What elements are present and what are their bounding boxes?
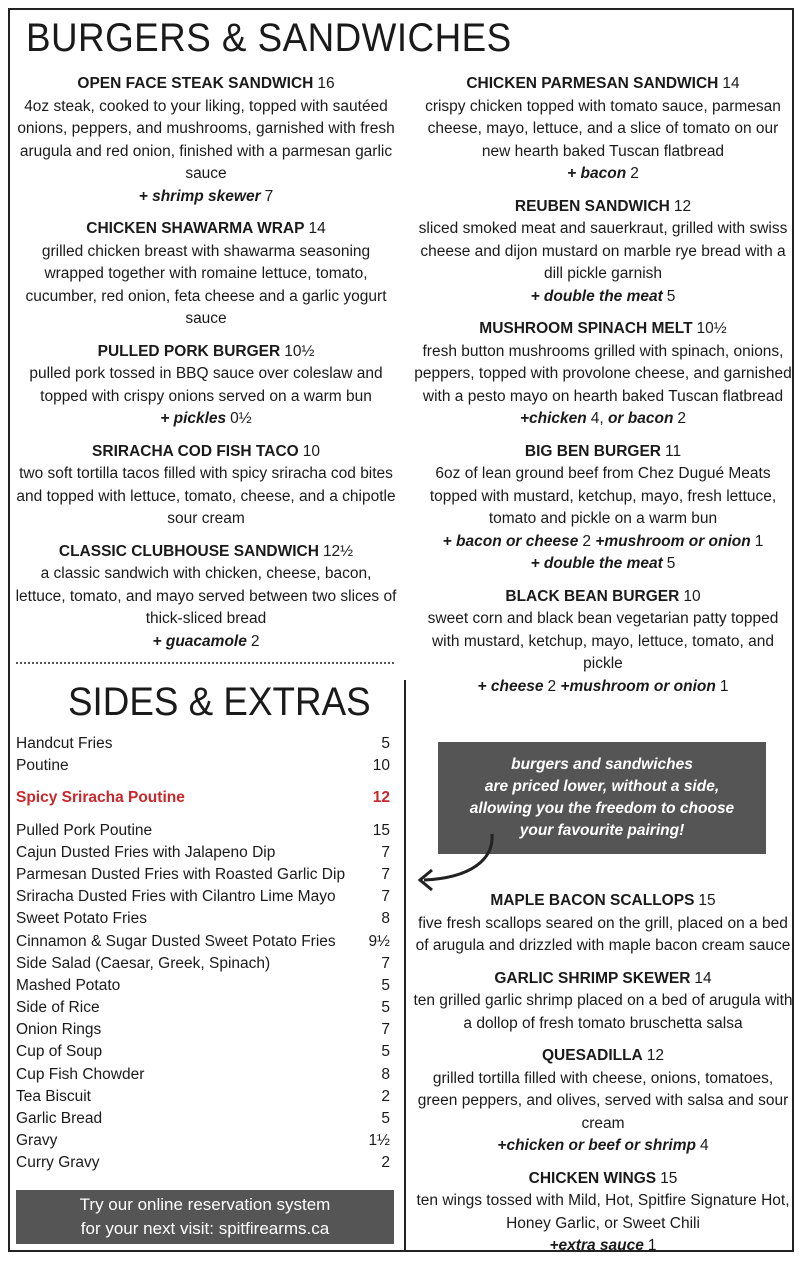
- side-item: [16, 755, 390, 777]
- side-item: [16, 1019, 390, 1041]
- item-description: ten grilled garlic shrimp placed on a bed of arugula with a dollop of fresh tomato bruschetta salsa: [413, 992, 793, 1032]
- item-name: MUSHROOM SPINACH MELT: [479, 320, 693, 337]
- addon-line: [412, 286, 794, 309]
- addon-price: 1: [754, 532, 764, 550]
- side-item: [16, 908, 390, 930]
- menu-item: [412, 196, 794, 309]
- item-price: 12½: [322, 542, 354, 560]
- menu-item: [412, 1045, 794, 1158]
- side-name: Side of Rice: [16, 999, 100, 1017]
- side-name: Tea Biscuit: [16, 1087, 91, 1105]
- side-price: 1½: [368, 1132, 390, 1150]
- menu-item: [412, 73, 794, 186]
- item-price: 10: [683, 587, 701, 605]
- item-description: ten wings tossed with Mild, Hot, Spitfire Signature Hot, Honey Garlic, or Sweet Chili: [416, 1192, 790, 1232]
- item-name: MAPLE BACON SCALLOPS: [490, 892, 695, 909]
- item-heading: [14, 441, 398, 464]
- menu-item: [14, 341, 398, 431]
- banner-line-1: Try our online reservation system: [79, 1195, 331, 1214]
- item-heading: [412, 968, 794, 991]
- addon-line: [14, 186, 398, 209]
- item-name: CHICKEN SHAWARMA WRAP: [86, 220, 305, 237]
- side-name: Parmesan Dusted Fries with Roasted Garlic Dip: [16, 865, 346, 883]
- side-name: Cinnamon & Sugar Dusted Sweet Potato Fries: [16, 932, 336, 950]
- addon-price: 4,: [590, 410, 604, 427]
- side-price: 5: [381, 999, 390, 1017]
- addon-line: [14, 631, 398, 654]
- addon-label: + cheese: [477, 677, 544, 695]
- addon-line: [412, 553, 794, 576]
- side-name: Cajun Dusted Fries with Jalapeno Dip: [16, 843, 276, 861]
- item-name: BLACK BEAN BURGER: [505, 587, 680, 605]
- item-price: 14: [694, 969, 712, 987]
- note-line: burgers and sandwiches: [511, 756, 693, 773]
- item-name: CHICKEN PARMESAN SANDWICH: [466, 75, 719, 92]
- side-item: [16, 1041, 390, 1063]
- item-description: grilled tortilla filled with cheese, onions, tomatoes, green peppers, and olives, served with salsa and sour cream: [417, 1069, 789, 1132]
- addon-price: 7: [264, 187, 274, 205]
- menu-item: [412, 318, 794, 431]
- addon-price: 4: [699, 1137, 709, 1154]
- side-price: 8: [381, 1065, 390, 1083]
- side-name: Sweet Potato Fries: [16, 910, 147, 928]
- item-price: 12: [646, 1047, 664, 1064]
- addon-label: + double the meat: [530, 287, 663, 305]
- section-title-burgers: BURGERS & SANDWICHES: [26, 16, 512, 60]
- item-heading: [412, 1168, 794, 1191]
- addon-price: 2: [677, 410, 687, 427]
- item-price: 16: [317, 75, 335, 92]
- item-name: CLASSIC CLUBHOUSE SANDWICH: [58, 542, 319, 560]
- item-price: 15: [660, 1169, 678, 1187]
- item-description: sweet corn and black bean vegetarian patty topped with mustard, ketchup, mayo, lettuce, tomato, and pickle: [427, 610, 779, 672]
- addon-price: 1: [719, 677, 729, 695]
- item-description: a classic sandwich with chicken, cheese, bacon, lettuce, tomato, and mayo served between two slices of thick-sliced bread: [15, 565, 397, 627]
- item-heading: [14, 218, 398, 241]
- item-price: 14: [308, 220, 326, 237]
- side-name: Onion Rings: [16, 1021, 102, 1039]
- menu-item: [14, 73, 398, 208]
- banner-line-2: for your next visit: spitfirearms.ca: [80, 1219, 330, 1238]
- reservation-banner: [16, 1190, 394, 1244]
- menu-item: [14, 541, 398, 654]
- item-heading: [412, 318, 794, 341]
- side-price: 5: [381, 976, 390, 994]
- side-item: [16, 820, 390, 842]
- side-item: [16, 997, 390, 1019]
- item-heading: [412, 441, 794, 464]
- side-item: [16, 1152, 390, 1174]
- item-heading: [14, 541, 398, 564]
- side-item: [16, 931, 390, 953]
- side-name: Poutine: [16, 757, 69, 775]
- addon-line: [412, 1235, 794, 1258]
- side-item: [16, 975, 390, 997]
- dotted-divider: [16, 662, 394, 664]
- addon-price: 2: [250, 632, 260, 650]
- side-name: Curry Gravy: [16, 1154, 100, 1172]
- item-description: pulled pork tossed in BBQ sauce over coleslaw and topped with crispy onions served on a warm bun: [29, 365, 383, 405]
- side-item: [16, 886, 390, 908]
- note-line: allowing you the freedom to choose: [469, 800, 735, 817]
- side-name: Gravy: [16, 1132, 58, 1150]
- side-item: [16, 864, 390, 886]
- item-name: SRIRACHA COD FISH TACO: [92, 442, 299, 460]
- side-price: 8: [381, 910, 390, 928]
- item-name: QUESADILLA: [542, 1047, 643, 1064]
- side-name: Pulled Pork Poutine: [16, 821, 153, 839]
- side-name: Side Salad (Caesar, Greek, Spinach): [16, 954, 271, 972]
- side-price: 15: [372, 821, 390, 839]
- addon-price: 2: [547, 677, 557, 695]
- side-price: 5: [381, 735, 390, 752]
- addon-price: 1: [647, 1237, 657, 1254]
- addon-label: +chicken or beef or shrimp: [497, 1137, 696, 1154]
- item-heading: [412, 73, 794, 96]
- side-price: 10: [372, 757, 390, 775]
- side-price: 2: [381, 1154, 390, 1172]
- note-line: your favourite pairing!: [519, 822, 685, 839]
- side-price: 7: [381, 888, 390, 906]
- item-price: 10½: [696, 320, 727, 337]
- side-price: 9½: [368, 932, 390, 950]
- side-price: 7: [381, 843, 390, 861]
- addon-label: + shrimp skewer: [138, 187, 261, 205]
- addon-line: [412, 676, 794, 699]
- right-column: [412, 73, 794, 708]
- addon-label: +chicken: [519, 410, 587, 427]
- side-price: 12: [372, 789, 390, 807]
- item-name: PULLED PORK BURGER: [97, 342, 281, 360]
- side-item: [16, 787, 390, 809]
- addon-price: 0½: [230, 410, 252, 427]
- side-name: Sriracha Dusted Fries with Cilantro Lime Mayo: [16, 888, 336, 906]
- addon-price: 5: [666, 555, 676, 572]
- addon-line: [412, 1135, 794, 1158]
- item-price: 10½: [284, 342, 315, 360]
- addon-label: + bacon: [567, 165, 627, 182]
- addon-price: 2: [630, 165, 639, 182]
- item-description: sliced smoked meat and sauerkraut, grilled with swiss cheese and dijon mustard on marble rye bread with a dill pickle garnish: [418, 220, 788, 282]
- item-heading: [412, 196, 794, 219]
- menu-item: [412, 586, 794, 699]
- item-heading: [412, 586, 794, 609]
- side-price: 2: [381, 1087, 390, 1105]
- left-column: [14, 73, 398, 663]
- item-heading: [14, 73, 398, 96]
- side-item: [16, 953, 390, 975]
- item-name: OPEN FACE STEAK SANDWICH: [77, 75, 314, 92]
- column-divider: [404, 680, 406, 1252]
- side-price: 7: [381, 865, 390, 883]
- addon-line: [412, 531, 794, 554]
- item-price: 10: [302, 442, 320, 460]
- addon-label: + double the meat: [530, 555, 663, 572]
- item-description: fresh button mushrooms grilled with spinach, onions, peppers, topped with provolone cheese, and garnished with a pesto mayo on hearth baked Tuscan flatbread: [414, 342, 792, 405]
- addon-label: + bacon or cheese: [442, 532, 579, 550]
- item-description: five fresh scallops seared on the grill, placed on a bed of arugula and drizzled with maple bacon cream sauce: [415, 914, 791, 954]
- side-item: [16, 1086, 390, 1108]
- item-name: CHICKEN WINGS: [528, 1169, 657, 1187]
- item-heading: [412, 1045, 794, 1068]
- side-price: 5: [381, 1043, 390, 1061]
- item-name: BIG BEN BURGER: [524, 442, 661, 460]
- item-name: GARLIC SHRIMP SKEWER: [494, 969, 691, 987]
- side-name: Cup of Soup: [16, 1043, 103, 1061]
- side-price: 7: [381, 954, 390, 972]
- item-name: REUBEN SANDWICH: [514, 197, 670, 215]
- item-description: grilled chicken breast with shawarma seasoning wrapped together with romaine lettuce, tomato, cucumber, red onion, feta cheese and a garlic yogurt sauce: [25, 242, 387, 327]
- item-description: 4oz steak, cooked to your liking, topped with sautéed onions, peppers, and mushrooms, garnished with fresh arugula and red onion, finished with a parmesan garlic sauce: [17, 97, 395, 182]
- addon-price: 2: [582, 532, 591, 550]
- menu-item: [412, 441, 794, 576]
- addon-line: [412, 408, 794, 431]
- item-description: 6oz of lean ground beef from Chez Dugué Meats topped with mustard, ketchup, mayo, fresh lettuce, tomato and pickle on a warm bun: [429, 465, 777, 527]
- section-title-sides: SIDES & EXTRAS: [68, 680, 371, 724]
- addon-label: +mushroom or onion: [595, 532, 751, 550]
- side-item: [16, 1130, 390, 1152]
- side-item: [16, 733, 390, 755]
- menu-item: [14, 218, 398, 331]
- menu-item: [412, 890, 794, 958]
- addon-label: + pickles: [160, 410, 227, 427]
- item-description: crispy chicken topped with tomato sauce, parmesan cheese, mayo, lettuce, and a slice of tomato on our new hearth baked Tuscan flatbread: [425, 97, 781, 160]
- addon-line: [14, 408, 398, 431]
- item-description: two soft tortilla tacos filled with spicy sriracha cod bites and topped with lettuce, tomato, cheese, and a chipotle sour cream: [16, 465, 396, 527]
- item-heading: [14, 341, 398, 364]
- item-price: 11: [664, 442, 682, 460]
- addon-label: +mushroom or onion: [560, 677, 716, 695]
- item-price: 12: [673, 197, 692, 215]
- addon-label: +extra sauce: [549, 1237, 644, 1254]
- side-name: Cup Fish Chowder: [16, 1065, 145, 1083]
- addon-line: [412, 163, 794, 186]
- side-item: [16, 842, 390, 864]
- side-price: 7: [381, 1021, 390, 1039]
- right-column-lower: [412, 890, 794, 1268]
- side-name: Mashed Potato: [16, 976, 121, 994]
- menu-item: [412, 968, 794, 1036]
- menu-item: [14, 441, 398, 531]
- addon-price: 5: [666, 287, 676, 305]
- side-name: Spicy Sriracha Poutine: [16, 789, 185, 807]
- side-item: [16, 1108, 390, 1130]
- item-price: 14: [722, 75, 740, 92]
- item-price: 15: [698, 892, 716, 909]
- side-name: Handcut Fries: [16, 735, 113, 752]
- side-item: [16, 1064, 390, 1086]
- note-line: are priced lower, without a side,: [484, 778, 720, 795]
- side-name: Garlic Bread: [16, 1110, 103, 1127]
- side-price: 5: [381, 1110, 390, 1127]
- addon-label: + guacamole: [152, 632, 247, 650]
- menu-item: [412, 1168, 794, 1258]
- sides-list: [16, 733, 390, 1175]
- addon-label: or bacon: [607, 410, 674, 427]
- item-heading: [412, 890, 794, 913]
